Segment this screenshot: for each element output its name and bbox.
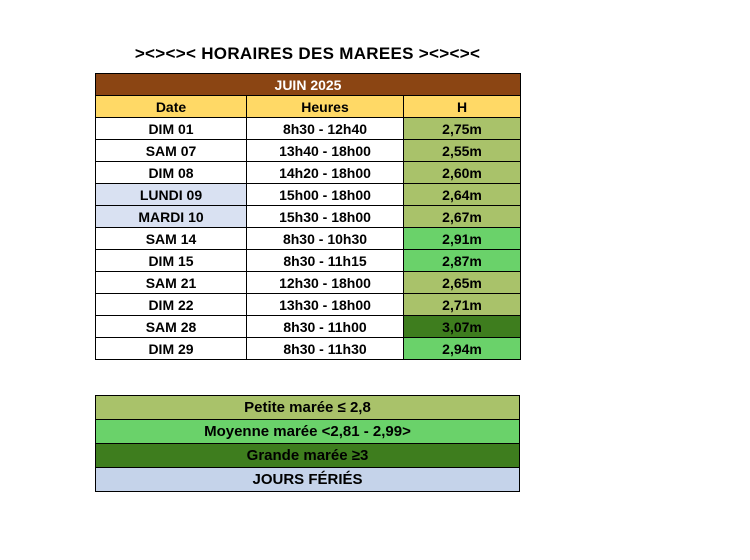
page-title: ><><>< HORAIRES DES MAREES ><><>< xyxy=(134,44,481,63)
table-row xyxy=(96,162,521,184)
hours-cell: 13h40 - 18h00 xyxy=(247,140,404,162)
hours-cell: 13h30 - 18h00 xyxy=(247,294,404,316)
table-row xyxy=(96,272,521,294)
date-cell: DIM 15 xyxy=(96,250,247,272)
column-header-row xyxy=(96,96,521,118)
table-row xyxy=(96,338,521,360)
height-cell: 3,07m xyxy=(404,316,521,338)
date-cell: SAM 28 xyxy=(96,316,247,338)
hours-cell: 8h30 - 11h15 xyxy=(247,250,404,272)
height-cell: 2,91m xyxy=(404,228,521,250)
table-row xyxy=(96,206,521,228)
legend-item-grande: Grande marée ≥3 xyxy=(96,444,520,468)
height-cell: 2,94m xyxy=(404,338,521,360)
legend-row xyxy=(96,420,520,444)
table-row xyxy=(96,140,521,162)
hours-cell: 15h30 - 18h00 xyxy=(247,206,404,228)
date-cell: MARDI 10 xyxy=(96,206,247,228)
column-header-date: Date xyxy=(96,96,247,118)
table-row xyxy=(96,294,521,316)
height-cell: 2,75m xyxy=(404,118,521,140)
table-row xyxy=(96,118,521,140)
date-cell: DIM 29 xyxy=(96,338,247,360)
hours-cell: 15h00 - 18h00 xyxy=(247,184,404,206)
legend-item-ferie: JOURS FÉRIÉS xyxy=(96,468,520,492)
column-header-height: H xyxy=(404,96,521,118)
column-header-hours: Heures xyxy=(247,96,404,118)
month-label: JUIN 2025 xyxy=(96,74,521,96)
hours-cell: 8h30 - 10h30 xyxy=(247,228,404,250)
height-cell: 2,71m xyxy=(404,294,521,316)
table-row xyxy=(96,184,521,206)
hours-cell: 14h20 - 18h00 xyxy=(247,162,404,184)
height-cell: 2,64m xyxy=(404,184,521,206)
date-cell: LUNDI 09 xyxy=(96,184,247,206)
legend-item-moyenne: Moyenne marée <2,81 - 2,99> xyxy=(96,420,520,444)
height-cell: 2,67m xyxy=(404,206,521,228)
date-cell: DIM 01 xyxy=(96,118,247,140)
date-cell: SAM 07 xyxy=(96,140,247,162)
legend-table xyxy=(95,395,520,492)
legend-row xyxy=(96,468,520,492)
height-cell: 2,87m xyxy=(404,250,521,272)
table-row xyxy=(96,250,521,272)
table-row xyxy=(96,316,521,338)
hours-cell: 8h30 - 12h40 xyxy=(247,118,404,140)
height-cell: 2,65m xyxy=(404,272,521,294)
month-header-row xyxy=(96,74,521,96)
legend-row xyxy=(96,444,520,468)
height-cell: 2,55m xyxy=(404,140,521,162)
date-cell: DIM 22 xyxy=(96,294,247,316)
date-cell: DIM 08 xyxy=(96,162,247,184)
tide-table xyxy=(95,73,521,360)
hours-cell: 8h30 - 11h00 xyxy=(247,316,404,338)
hours-cell: 8h30 - 11h30 xyxy=(247,338,404,360)
date-cell: SAM 21 xyxy=(96,272,247,294)
legend-item-petite: Petite marée ≤ 2,8 xyxy=(96,396,520,420)
height-cell: 2,60m xyxy=(404,162,521,184)
hours-cell: 12h30 - 18h00 xyxy=(247,272,404,294)
legend-row xyxy=(96,396,520,420)
date-cell: SAM 14 xyxy=(96,228,247,250)
table-row xyxy=(96,228,521,250)
